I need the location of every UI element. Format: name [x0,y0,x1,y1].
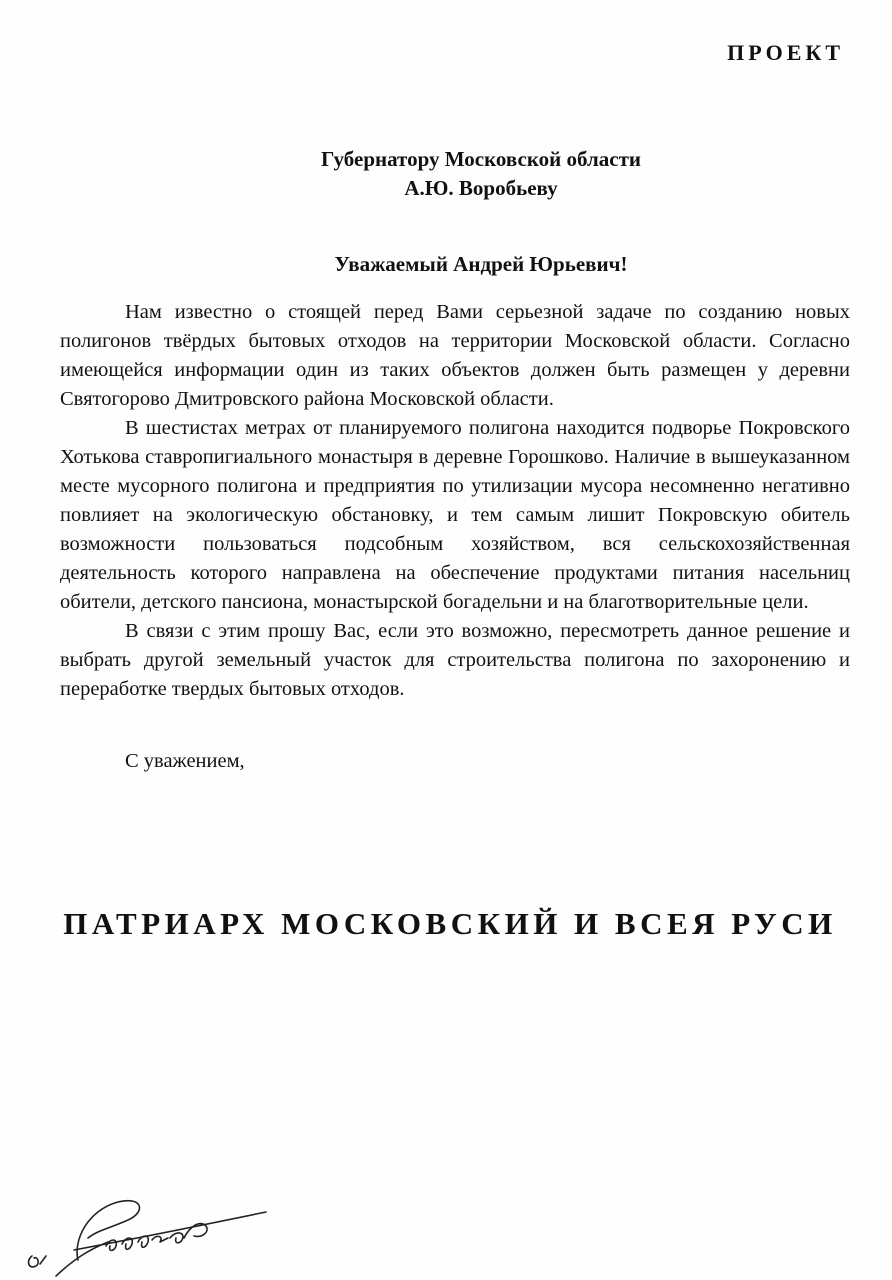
addressee-line-1: Губернатору Московской области [320,147,641,171]
paragraph-1: Нам известно о стоящей перед Вами серьезной задаче по созданию новых полигонов твёрдых бытовых отходов на территории Московской области. Согласно имеющейся информации один из таких объектов должен быть размещен у деревни Святогорово Дмитровского района Московской области. [60,301,850,410]
paragraph-2: В шестистах метрах от планируемого полигона находится подворье Покровского Хотькова ставропигиального монастыря в деревне Горошково. Наличие в вышеуказанном месте мусорного полигона и предприятия по утилизации мусора несомненно негативно повлияет на экологическую обстановку, и тем самым лишит Покровскую обитель возможности пользоваться подсобным хозяйством, вся сельскохозяйственная деятельность которого направлена на обеспечение продуктами питания насельниц обители, детского пансиона, монастырской богадельни и на благотворительные цели. [60,417,850,613]
signatory-title: ПАТРИАРХ МОСКОВСКИЙ И ВСЕЯ РУСИ [63,906,837,941]
closing-phrase: С уважением, [125,750,245,772]
salutation: Уважаемый Андрей Юрьевич! [334,252,628,276]
addressee-block [0,145,892,203]
signature-icon [18,1190,268,1280]
letter-body [60,298,850,704]
addressee-line-2: А.Ю. Воробьеву [404,176,558,200]
draft-stamp: ПРОЕКТ [727,40,844,65]
paragraph-3: В связи с этим прошу Вас, если это возможно, пересмотреть данное решение и выбрать другой земельный участок для строительства полигона по захоронению и переработке твердых бытовых отходов. [60,620,850,700]
